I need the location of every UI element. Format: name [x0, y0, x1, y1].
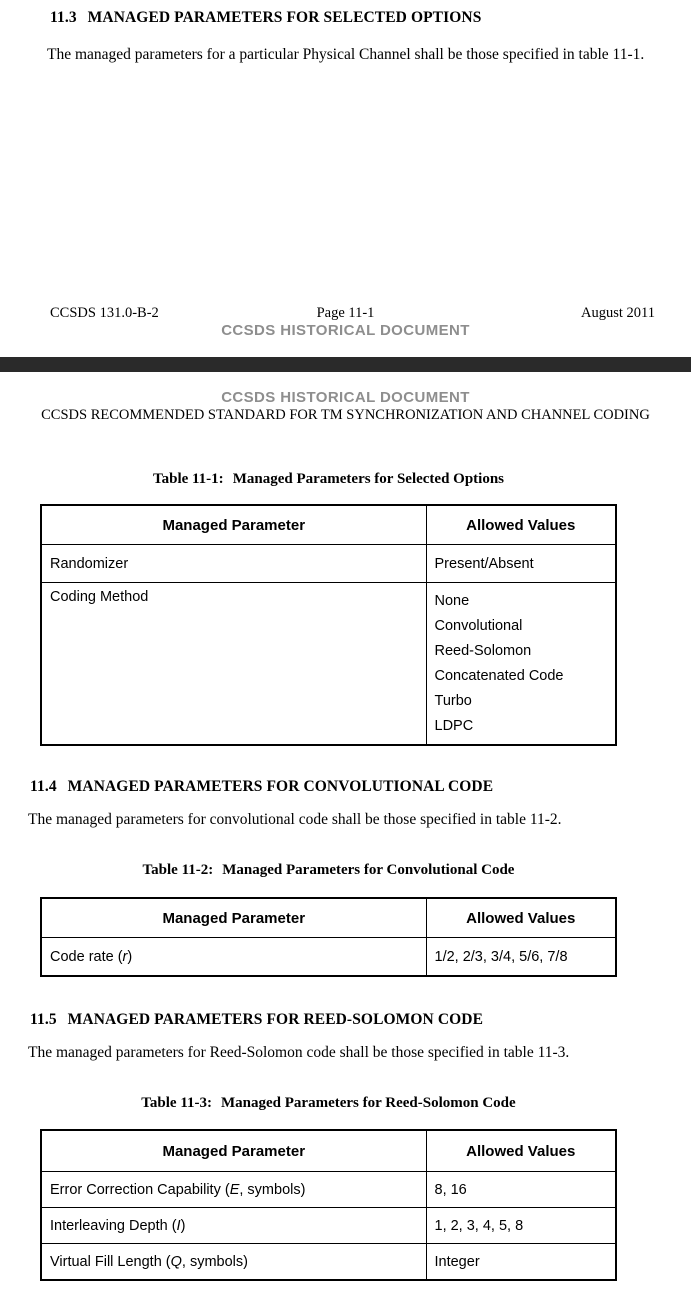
table-11-1	[40, 504, 617, 746]
column-header-allowed-values: Allowed Values	[426, 898, 616, 938]
value-line: Reed-Solomon	[434, 643, 532, 659]
section-title: MANAGED PARAMETERS FOR REED-SOLOMON CODE	[67, 1011, 484, 1028]
section-title: MANAGED PARAMETERS FOR CONVOLUTIONAL CODE	[67, 778, 494, 795]
table-row	[41, 1208, 616, 1244]
param-cell	[41, 1172, 426, 1208]
document-header-line: CCSDS RECOMMENDED STANDARD FOR TM SYNCHRONIZATION AND CHANNEL CODING	[41, 407, 650, 423]
value-line: 1/2, 2/3, 3/4, 5/6, 7/8	[434, 948, 568, 965]
table-header-row	[41, 505, 616, 545]
footer-date: August 2011	[581, 305, 655, 321]
values-cell	[426, 1172, 616, 1208]
param-text: , symbols)	[239, 1181, 306, 1198]
param-text: Interleaving Depth (	[50, 1217, 177, 1234]
value-line: 1, 2, 3, 4, 5, 8	[434, 1217, 524, 1234]
table-header-row	[41, 1130, 616, 1172]
table-11-2-caption	[40, 862, 617, 879]
param-text: Coding Method	[50, 589, 149, 605]
values-cell	[426, 1244, 616, 1281]
caption-title: Managed Parameters for Reed-Solomon Code	[221, 1095, 516, 1111]
param-text: Code rate (	[50, 948, 123, 965]
param-variable: Q	[170, 1253, 182, 1270]
caption-title: Managed Parameters for Convolutional Code	[222, 862, 515, 878]
values-cell	[426, 583, 616, 746]
param-variable: I	[176, 1217, 181, 1234]
historical-watermark-page1: CCSDS HISTORICAL DOCUMENT	[221, 322, 470, 339]
section-heading-11-4	[30, 778, 493, 796]
param-variable: E	[229, 1181, 240, 1198]
param-text: )	[180, 1217, 186, 1234]
column-header-allowed-values: Allowed Values	[426, 505, 616, 545]
historical-watermark-page2: CCSDS HISTORICAL DOCUMENT	[221, 389, 470, 406]
param-cell	[41, 1244, 426, 1281]
value-line: Concatenated Code	[434, 668, 564, 684]
value-line: Convolutional	[434, 618, 523, 634]
values-cell	[426, 938, 616, 977]
value-line: Present/Absent	[434, 555, 534, 572]
footer-page-label: Page 11-1	[316, 305, 375, 321]
param-text: )	[127, 948, 133, 965]
paragraph-11-5: The managed parameters for Reed-Solomon code shall be those specified in table 11-3.	[28, 1044, 570, 1061]
value-line: 8, 16	[434, 1181, 467, 1198]
section-number: 11.4	[30, 778, 57, 795]
param-variable: r	[122, 948, 128, 965]
param-cell	[41, 938, 426, 977]
value-line: Turbo	[434, 693, 472, 709]
value-line: Integer	[434, 1253, 480, 1270]
section-heading-11-3	[50, 9, 481, 27]
table-row	[41, 545, 616, 583]
param-text: , symbols)	[181, 1253, 248, 1270]
column-header-managed-parameter: Managed Parameter	[41, 505, 426, 545]
caption-label: Table 11-3:	[141, 1095, 213, 1111]
table-row	[41, 1244, 616, 1281]
param-cell	[41, 545, 426, 583]
table-11-2	[40, 897, 617, 977]
section-title: MANAGED PARAMETERS FOR SELECTED OPTIONS	[87, 9, 482, 26]
column-header-managed-parameter: Managed Parameter	[41, 1130, 426, 1172]
table-row	[41, 583, 616, 746]
table-11-3-caption	[40, 1095, 617, 1112]
caption-title: Managed Parameters for Selected Options	[232, 471, 505, 487]
param-text: Virtual Fill Length (	[50, 1253, 171, 1270]
param-cell	[41, 1208, 426, 1244]
param-cell	[41, 583, 426, 746]
section-number: 11.5	[30, 1011, 57, 1028]
values-cell	[426, 545, 616, 583]
param-text: Randomizer	[50, 555, 129, 572]
values-cell	[426, 1208, 616, 1244]
value-line: LDPC	[434, 718, 474, 734]
caption-label: Table 11-2:	[142, 862, 214, 878]
table-11-3	[40, 1129, 617, 1281]
caption-label: Table 11-1:	[152, 471, 224, 487]
table-11-1-caption	[40, 471, 617, 488]
table-row	[41, 938, 616, 977]
paragraph-11-3: The managed parameters for a particular Physical Channel shall be those specified in table 11-1.	[47, 46, 645, 63]
page-separator-bar	[0, 357, 691, 372]
table-header-row	[41, 898, 616, 938]
value-line: None	[434, 593, 470, 609]
footer-doc-number: CCSDS 131.0-B-2	[50, 305, 159, 321]
section-number: 11.3	[50, 9, 77, 26]
column-header-allowed-values: Allowed Values	[426, 1130, 616, 1172]
column-header-managed-parameter: Managed Parameter	[41, 898, 426, 938]
paragraph-11-4: The managed parameters for convolutional code shall be those specified in table 11-2.	[28, 811, 562, 828]
section-heading-11-5	[30, 1011, 483, 1029]
table-row	[41, 1172, 616, 1208]
param-text: Error Correction Capability (	[50, 1181, 230, 1198]
